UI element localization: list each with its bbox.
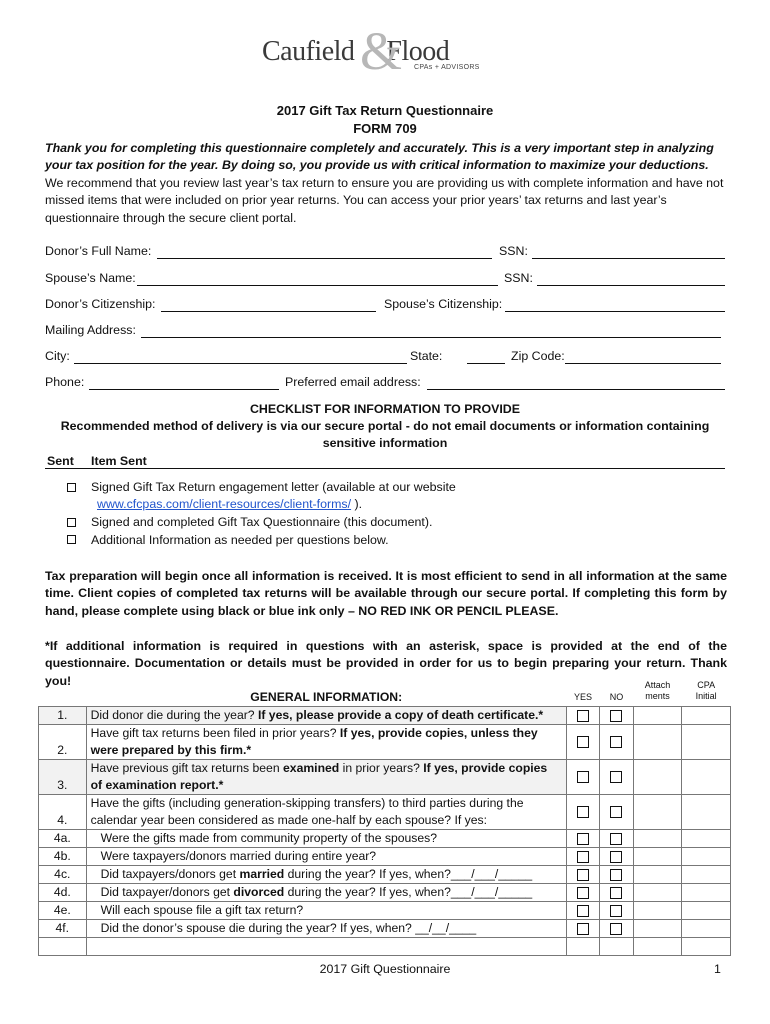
table-row: [39, 920, 731, 938]
no-checkbox[interactable]: [610, 833, 622, 845]
question-text: Did taxpayers/donors get married during the year? If yes, when?___/___/_____: [86, 866, 566, 884]
question-text: Were taxpayers/donors married during entire year?: [86, 848, 566, 866]
yes-checkbox[interactable]: [577, 771, 589, 783]
no-checkbox[interactable]: [610, 771, 622, 783]
table-row: [39, 884, 731, 902]
table-row: [39, 866, 731, 884]
logo-name: Caufield Flood: [262, 36, 450, 67]
no-checkbox[interactable]: [610, 710, 622, 722]
row-number: 1.: [39, 707, 87, 725]
logo-ampersand: &: [360, 21, 403, 81]
logo-tagline: CPAs + ADVISORS: [414, 64, 480, 71]
attachments-cell[interactable]: [633, 920, 682, 938]
form-number: FORM 709: [353, 121, 417, 136]
cpa-initial-cell[interactable]: [682, 938, 731, 956]
yes-checkbox[interactable]: [577, 869, 589, 881]
row-number: 3.: [39, 760, 87, 795]
general-information-table: [38, 676, 731, 956]
spouse-name-field[interactable]: [137, 285, 498, 286]
donor-name-label: Donor’s Full Name:: [45, 244, 152, 258]
city-field[interactable]: [74, 363, 407, 364]
spouse-citizenship-label: Spouse’s Citizenship:: [384, 297, 503, 311]
checklist-item-1-cont: www.cfcpas.com/client-resources/client-forms/ ).: [97, 497, 363, 511]
attachments-cell[interactable]: [633, 902, 682, 920]
company-logo: [258, 21, 498, 81]
intro-text: We recommend that you review last year’s tax return to ensure you are providing us with complete information and have not missed items that were included on prior year returns. You can access your prior years’ tax returns and last year’s questionnaire through the secure client portal.: [45, 175, 724, 225]
no-checkbox[interactable]: [610, 736, 622, 748]
cpa-initial-cell[interactable]: [682, 725, 731, 760]
table-row: [39, 902, 731, 920]
no-checkbox[interactable]: [610, 851, 622, 863]
question-text: Did the donor’s spouse die during the year? If yes, when? __/__/____: [86, 920, 566, 938]
cpa-initial-cell[interactable]: [682, 795, 731, 830]
checklist-title: CHECKLIST FOR INFORMATION TO PROVIDE: [249, 402, 521, 416]
no-header: NO: [600, 676, 633, 707]
phone-field[interactable]: [89, 389, 279, 390]
general-information-header: GENERAL INFORMATION:: [86, 676, 566, 707]
row-number: 4c.: [39, 866, 87, 884]
spouse-name-label: Spouse’s Name:: [45, 271, 136, 285]
ssn-field[interactable]: [532, 258, 725, 259]
cpa-initial-cell[interactable]: [682, 830, 731, 848]
document-title: 2017 Gift Tax Return Questionnaire: [276, 103, 494, 118]
checklist-item-2: Signed and completed Gift Tax Questionnaire (this document).: [91, 515, 433, 529]
checklist-subtitle-2: sensitive information: [322, 436, 448, 450]
table-row: [39, 938, 731, 956]
mailing-address-label: Mailing Address:: [45, 323, 136, 337]
checklist-header-rule: [45, 468, 725, 469]
state-field[interactable]: [467, 363, 505, 364]
attachments-cell[interactable]: [633, 830, 682, 848]
cpa-initial-cell[interactable]: [682, 866, 731, 884]
row-number: 4.: [39, 795, 87, 830]
checklist-checkbox-1[interactable]: [67, 483, 76, 492]
spouse-citizenship-field[interactable]: [505, 311, 725, 312]
donor-name-field[interactable]: [157, 258, 492, 259]
page-number: 1: [714, 962, 721, 976]
question-text: Will each spouse file a gift tax return?: [86, 902, 566, 920]
donor-citizenship-field[interactable]: [161, 311, 376, 312]
no-checkbox[interactable]: [610, 806, 622, 818]
email-label: Preferred email address:: [285, 375, 421, 389]
row-number: 4b.: [39, 848, 87, 866]
row-number: 4e.: [39, 902, 87, 920]
footer-title: 2017 Gift Questionnaire: [319, 962, 451, 976]
mailing-address-field[interactable]: [141, 337, 721, 338]
yes-checkbox[interactable]: [577, 736, 589, 748]
cpa-initial-cell[interactable]: [682, 760, 731, 795]
yes-checkbox[interactable]: [577, 710, 589, 722]
table-row: [39, 707, 731, 725]
question-text: Did taxpayer/donors get divorced during the year? If yes, when?___/___/_____: [86, 884, 566, 902]
ssn-label: SSN:: [499, 244, 528, 258]
intro-bold-text: Thank you for completing this questionnaire completely and accurately. This is a very important step in analyzing your tax position for the year. By doing so, you provide us with critical information to maximize your deductions.: [45, 141, 714, 173]
yes-checkbox[interactable]: [577, 851, 589, 863]
cpa-initial-cell[interactable]: [682, 884, 731, 902]
table-row: [39, 830, 731, 848]
checklist-checkbox-3[interactable]: [67, 535, 76, 544]
table-row: [39, 795, 731, 830]
table-header-row: [39, 676, 731, 707]
attachments-cell[interactable]: [633, 707, 682, 725]
zip-label: Zip Code:: [511, 349, 565, 363]
question-text: Did donor die during the year? If yes, please provide a copy of death certificate.*: [86, 707, 566, 725]
attachments-cell[interactable]: [633, 760, 682, 795]
yes-checkbox[interactable]: [577, 806, 589, 818]
attachments-cell[interactable]: [633, 866, 682, 884]
phone-label: Phone:: [45, 375, 85, 389]
attachments-cell[interactable]: [633, 848, 682, 866]
item-column-header: Item Sent: [91, 454, 147, 468]
donor-citizenship-label: Donor’s Citizenship:: [45, 297, 156, 311]
cpa-initial-cell[interactable]: [682, 707, 731, 725]
attachments-cell[interactable]: [633, 795, 682, 830]
cpa-initial-cell[interactable]: [682, 920, 731, 938]
no-checkbox[interactable]: [610, 887, 622, 899]
checklist-subtitle: Recommended method of delivery is via our secure portal - do not email documents or information containing: [60, 419, 710, 433]
yes-checkbox[interactable]: [577, 923, 589, 935]
checklist-item-3: Additional Information as needed per questions below.: [91, 533, 389, 547]
row-number: 2.: [39, 725, 87, 760]
email-field[interactable]: [427, 389, 725, 390]
row-number: 4d.: [39, 884, 87, 902]
attachments-header: Attach ments: [633, 676, 682, 707]
checklist-checkbox-2[interactable]: [67, 518, 76, 527]
cpa-initial-cell[interactable]: [682, 902, 731, 920]
city-label: City:: [45, 349, 70, 363]
sent-column-header: Sent: [47, 454, 74, 468]
preparation-note: Tax preparation will begin once all information is received. It is most efficient to send in all information at the same time. Client copies of completed tax returns will be available through our secure portal. If completing this form by hand, please complete using black or blue ink only – NO RED INK OR PENCIL PLEASE.: [45, 569, 727, 618]
cpa-initial-cell[interactable]: [682, 848, 731, 866]
no-checkbox[interactable]: [610, 905, 622, 917]
asterisk-note: *If additional information is required in questions with an asterisk, space is provided at the end of the questionnaire. Documentation or details must be provided in order for us to begin preparing your return. Thank you!: [45, 639, 727, 688]
row-number: 4f.: [39, 920, 87, 938]
yes-checkbox[interactable]: [577, 905, 589, 917]
no-checkbox[interactable]: [610, 923, 622, 935]
intro-paragraph: [45, 140, 727, 227]
no-checkbox[interactable]: [610, 869, 622, 881]
attachments-cell[interactable]: [633, 725, 682, 760]
checklist-item-1: Signed Gift Tax Return engagement letter (available at our website: [91, 480, 456, 494]
table-row: [39, 760, 731, 795]
question-text: Were the gifts made from community property of the spouses?: [86, 830, 566, 848]
state-label: State:: [410, 349, 443, 363]
question-text: Have gift tax returns been filed in prior years? If yes, provide copies, unless they were prepared by this firm.*: [86, 725, 566, 760]
question-text: Have the gifts (including generation-skipping transfers) to third parties during the calendar year been considered as made one-half by each spouse? If yes:: [86, 795, 566, 830]
cpa-initial-header: CPA Initial: [682, 676, 731, 707]
yes-checkbox[interactable]: [577, 887, 589, 899]
table-row: [39, 725, 731, 760]
website-link[interactable]: www.cfcpas.com/client-resources/client-forms/: [97, 497, 352, 511]
attachments-cell[interactable]: [633, 938, 682, 956]
spouse-ssn-label: SSN:: [504, 271, 533, 285]
yes-checkbox[interactable]: [577, 833, 589, 845]
attachments-cell[interactable]: [633, 884, 682, 902]
zip-field[interactable]: [565, 363, 721, 364]
question-text: Have previous gift tax returns been examined in prior years? If yes, provide copies of examination report.*: [86, 760, 566, 795]
spouse-ssn-field[interactable]: [537, 285, 725, 286]
row-number: 4a.: [39, 830, 87, 848]
yes-header: YES: [566, 676, 599, 707]
table-row: [39, 848, 731, 866]
